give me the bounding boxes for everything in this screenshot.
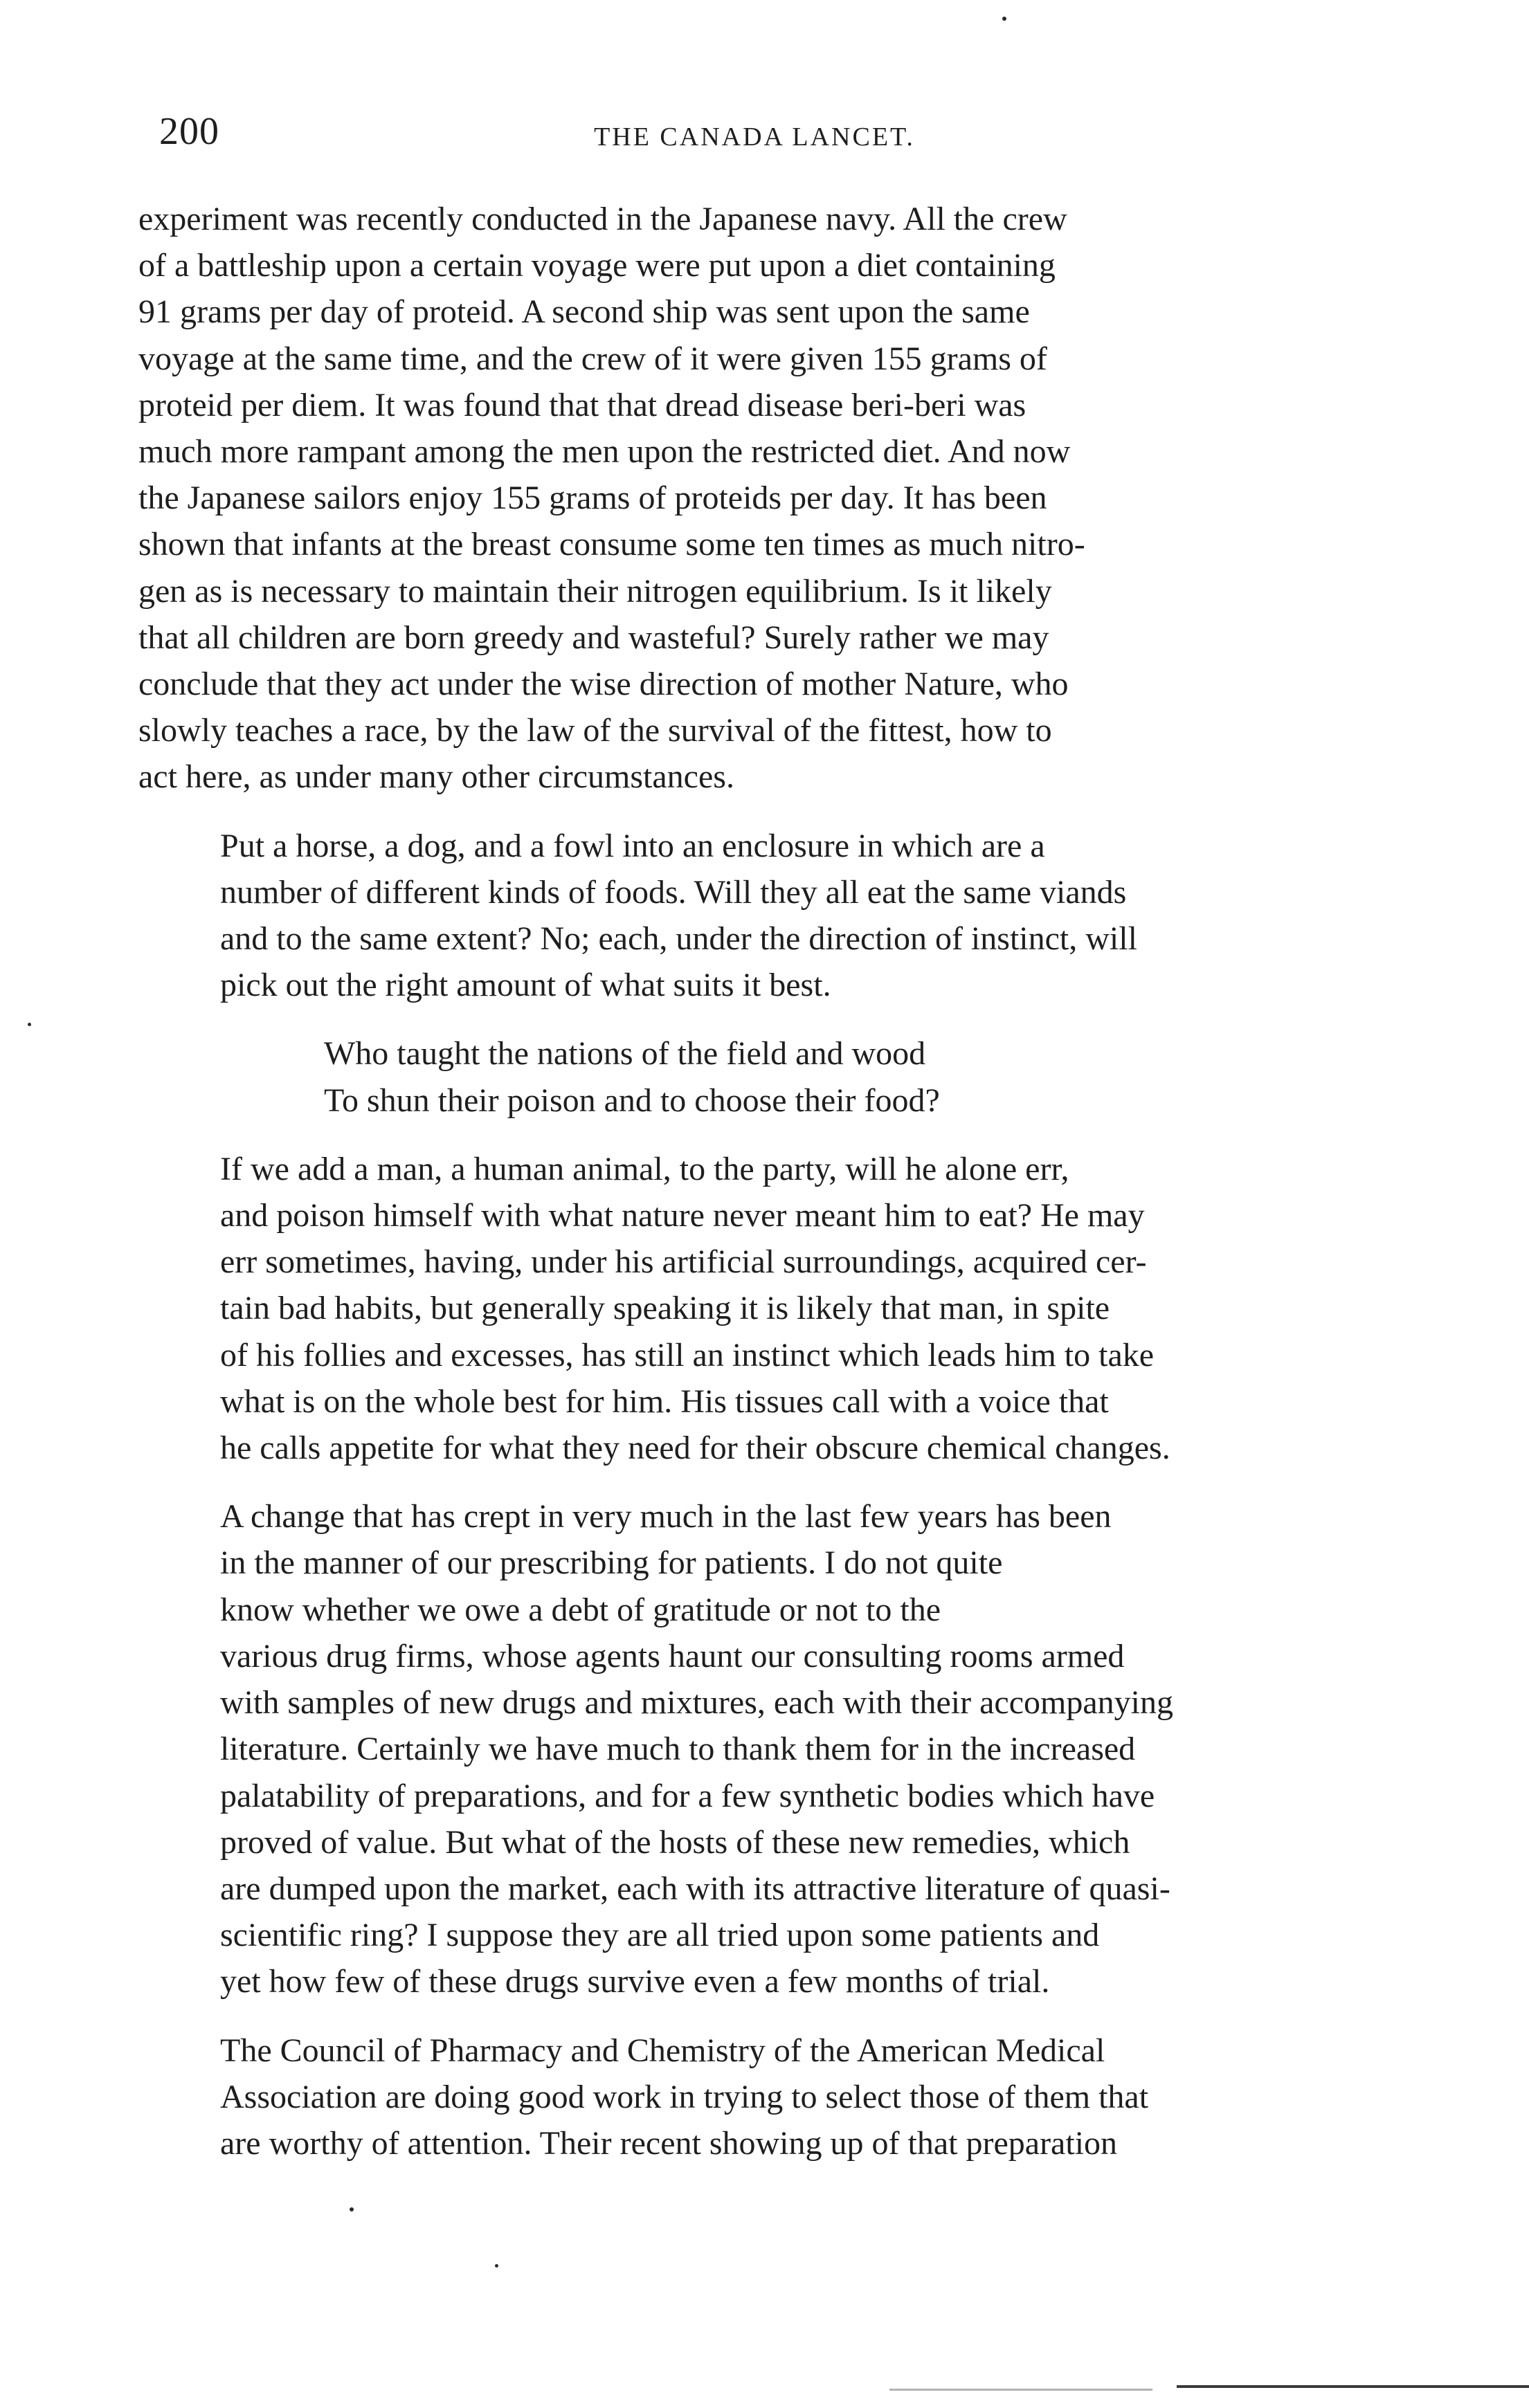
text-line: number of different kinds of foods. Will they all eat the same viands <box>220 873 1127 911</box>
text-line: various drug firms, whose agents haunt our consulting rooms armed <box>220 1637 1125 1675</box>
text-line: voyage at the same time, and the crew of it were given 155 grams of <box>138 340 1047 377</box>
verse-line: Who taught the nations of the field and wood <box>324 1035 926 1073</box>
text-line: Put a horse, a dog, and a fowl into an enclosure in which are a <box>220 827 1045 864</box>
text-line: proteid per diem. It was found that that dread disease beri-beri was <box>138 386 1026 423</box>
text-line: tain bad habits, but generally speaking it is likely that man, in spite <box>220 1290 1110 1327</box>
text-line: of his follies and excesses, has still an instinct which leads him to take <box>220 1336 1155 1374</box>
text-line: act here, as under many other circumstances. <box>138 758 734 796</box>
text-line: the Japanese sailors enjoy 155 grams of proteids per day. It has been <box>138 480 1047 517</box>
text-line: that all children are born greedy and wasteful? Surely rather we may <box>138 619 1049 656</box>
scan-speck <box>350 2207 354 2211</box>
text-line: palatability of preparations, and for a few synthetic bodies which have <box>220 1777 1155 1814</box>
page-number: 200 <box>159 110 219 153</box>
text-line: err sometimes, having, under his artificial surroundings, acquired cer- <box>220 1243 1147 1281</box>
text-line: what is on the whole best for him. His tissues call with a voice that <box>220 1383 1109 1420</box>
text-line: slowly teaches a race, by the law of the survival of the fittest, how to <box>138 712 1052 749</box>
page-header <box>138 104 1370 159</box>
text-line: shown that infants at the breast consume some ten times as much nitro- <box>138 526 1085 563</box>
text-line: A change that has crept in very much in the last few years has been <box>220 1498 1112 1535</box>
text-line: and to the same extent? No; each, under the direction of instinct, will <box>220 920 1137 958</box>
text-line: yet how few of these drugs survive even a few months of trial. <box>220 1963 1050 2000</box>
text-line: conclude that they act under the wise direction of mother Nature, who <box>138 666 1069 703</box>
scan-speck <box>28 1023 31 1026</box>
paragraph <box>138 2027 1370 2167</box>
scan-speck <box>495 2264 498 2268</box>
text-line: proved of value. But what of the hosts of these new remedies, which <box>220 1823 1130 1861</box>
text-line: and poison himself with what nature never meant him to eat? He may <box>220 1197 1145 1234</box>
running-title: THE CANADA LANCET. <box>594 122 915 152</box>
article-body <box>138 196 1370 2189</box>
scan-speck <box>1002 17 1006 21</box>
text-line: are dumped upon the market, each with its attractive literature of quasi- <box>220 1870 1170 1907</box>
text-line: in the manner of our prescribing for patients. I do not quite <box>220 1544 1003 1582</box>
text-line: If we add a man, a human animal, to the party, will he alone err, <box>220 1150 1069 1187</box>
text-line: The Council of Pharmacy and Chemistry of the American Medical <box>220 2032 1105 2069</box>
paragraph <box>138 823 1370 1009</box>
paragraph <box>138 196 1370 801</box>
paragraph <box>138 1146 1370 1471</box>
text-line: literature. Certainly we have much to thank them for in the increased <box>220 1731 1136 1768</box>
text-line: with samples of new drugs and mixtures, each with their accompanying <box>220 1684 1173 1722</box>
text-line: experiment was recently conducted in the Japanese navy. All the crew <box>138 201 1067 237</box>
text-line: 91 grams per day of proteid. A second ship was sent upon the same <box>138 293 1030 331</box>
text-line: gen as is necessary to maintain their nitrogen equilibrium. Is it likely <box>138 572 1052 610</box>
text-line: know whether we owe a debt of gratitude or not to the <box>220 1591 941 1628</box>
paragraph <box>138 1493 1370 2005</box>
text-line: of a battleship upon a certain voyage were put upon a diet containing <box>138 247 1056 284</box>
verse-line: To shun their poison and to choose their food? <box>324 1082 940 1119</box>
text-line: scientific ring? I suppose they are all tried upon some patients and <box>220 1917 1100 1954</box>
verse-quotation <box>138 1030 1370 1123</box>
paragraphs-after-verse <box>138 1146 1370 2167</box>
scan-edge-line <box>1177 2385 1529 2388</box>
paragraphs-before-verse <box>138 196 1370 1008</box>
scan-edge-line-faint <box>889 2389 1152 2391</box>
text-line: much more rampant among the men upon the restricted diet. And now <box>138 433 1071 471</box>
text-line: Association are doing good work in trying to select those of them that <box>220 2078 1149 2115</box>
text-line: pick out the right amount of what suits it best. <box>220 967 831 1004</box>
text-line: he calls appetite for what they need for their obscure chemical changes. <box>220 1430 1170 1467</box>
text-line: are worthy of attention. Their recent showing up of that preparation <box>220 2124 1118 2162</box>
